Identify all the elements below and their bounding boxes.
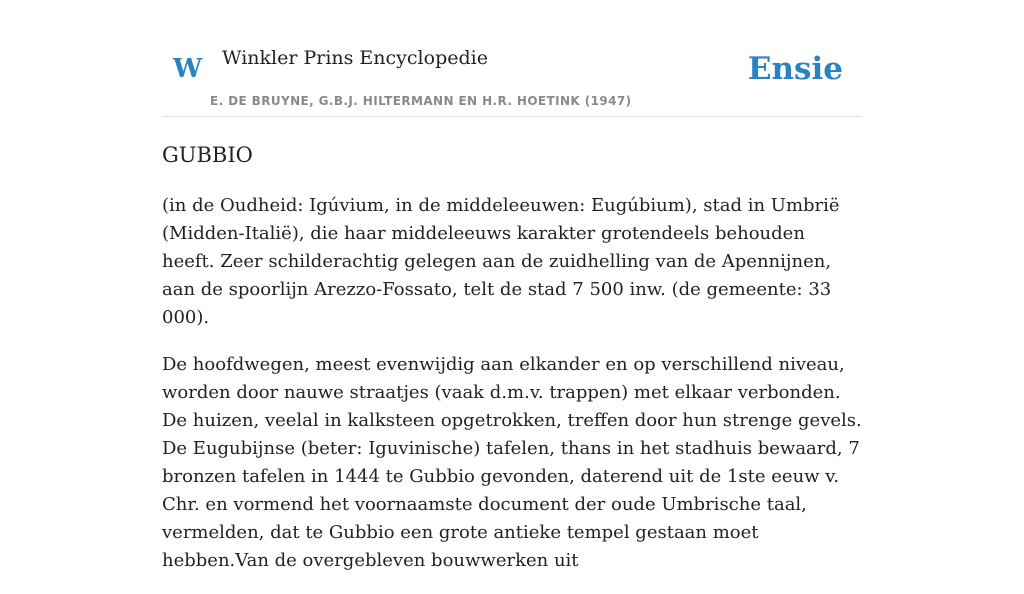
page-header [162, 0, 862, 117]
entry-paragraph: (in de Oudheid: Igúvium, in de middeleeuwen: Eugúbium), stad in Umbrië (Midden-Italië), die haar middeleeuws karakter grotendeels behouden heeft. Zeer schilderachtig gelegen aan de zuidhelling van de Apennijnen, aan de spoorlijn Arezzo-Fossato, telt de stad 7 500 inw. (de gemeente: 33 000). [162, 195, 840, 328]
entry-title: GUBBIO [162, 143, 253, 167]
entry-body [162, 192, 862, 594]
winkler-prins-logo[interactable]: W [173, 54, 203, 84]
ensie-logo[interactable]: Ensie [747, 51, 843, 87]
source-title[interactable]: Winkler Prins Encyclopedie [222, 47, 488, 69]
source-authors: E. DE BRUYNE, G.B.J. HILTERMANN EN H.R. HOETINK (1947) [210, 94, 632, 108]
encyclopedia-page [162, 0, 862, 571]
entry-paragraph: De hoofdwegen, meest evenwijdig aan elkander en op verschillend niveau, worden door nauwe straatjes (vaak d.m.v. trappen) met elkaar verbonden. De huizen, veelal in kalksteen opgetrokken, treffen door hun strenge gevels. De Eugubijnse (beter: Iguvinische) tafelen, thans in het stadhuis bewaard, 7 bronzen tafelen in 1444 te Gubbio gevonden, daterend uit de 1ste eeuw v. Chr. en vormend het voornaamste document der oude Umbrische taal, vermelden, dat te Gubbio een grote antieke tempel gestaan moet hebben.Van de overgebleven bouwwerken uit [162, 354, 862, 571]
